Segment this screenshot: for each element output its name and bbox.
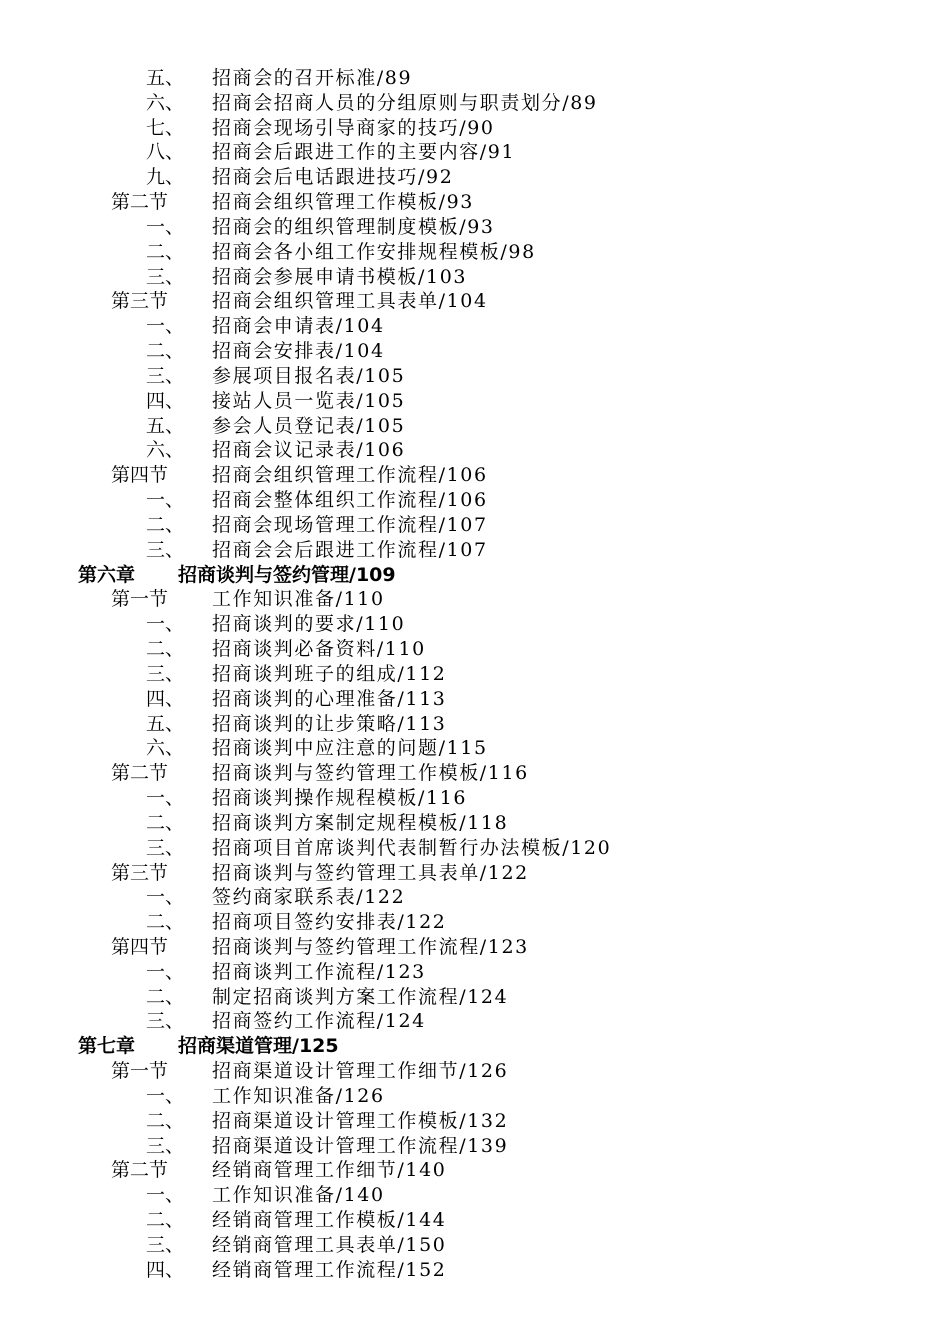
toc-entry-number: 八、 [146,141,185,164]
toc-section-entry [0,761,950,786]
toc-entry-title: 招商谈判与签约管理/109 [178,563,396,586]
toc-item-entry [0,314,950,339]
toc-entry-number: 第四节 [111,935,169,958]
toc-entry-number: 四、 [146,389,185,412]
toc-entry-title: 签约商家联系表/122 [212,886,406,909]
toc-item-entry [0,637,950,662]
toc-entry-number: 一、 [146,787,185,810]
toc-entry-number: 第三节 [111,861,169,884]
toc-entry-title: 招商谈判的让步策略/113 [212,712,447,735]
toc-item-entry [0,1109,950,1134]
toc-entry-number: 一、 [146,613,185,636]
toc-item-entry [0,1084,950,1109]
toc-item-entry [0,66,950,91]
toc-section-entry [0,935,950,960]
toc-entry-title: 招商会安排表/104 [212,340,385,363]
toc-item-entry [0,215,950,240]
toc-item-entry [0,687,950,712]
toc-item-entry [0,836,950,861]
toc-section-entry [0,1059,950,1084]
toc-section-entry [0,463,950,488]
toc-entry-number: 七、 [146,116,185,139]
toc-entry-number: 二、 [146,1109,185,1132]
toc-entry-number: 第一节 [111,588,169,611]
toc-entry-title: 工作知识准备/126 [212,1084,385,1107]
toc-entry-title: 招商会现场管理工作流程/107 [212,513,488,536]
toc-entry-title: 招商谈判与签约管理工具表单/122 [212,861,529,884]
toc-entry-number: 第二节 [111,762,169,785]
toc-entry-title: 招商谈判的要求/110 [212,613,406,636]
toc-item-entry [0,538,950,563]
toc-entry-number: 三、 [146,538,185,561]
toc-entry-title: 招商谈判方案制定规程模板/118 [212,811,509,834]
toc-entry-number: 一、 [146,215,185,238]
toc-entry-title: 招商谈判操作规程模板/116 [212,787,468,810]
toc-entry-number: 六、 [146,91,185,114]
toc-entry-number: 第一节 [111,1060,169,1083]
toc-entry-number: 三、 [146,1010,185,1033]
toc-entry-number: 二、 [146,638,185,661]
toc-entry-title: 招商谈判必备资料/110 [212,638,426,661]
toc-item-entry [0,339,950,364]
toc-entry-title: 招商签约工作流程/124 [212,1010,426,1033]
toc-item-entry [0,712,950,737]
toc-item-entry [0,1134,950,1159]
toc-entry-number: 二、 [146,340,185,363]
toc-item-entry [0,736,950,761]
toc-item-entry [0,265,950,290]
toc-entry-title: 招商会会后跟进工作流程/107 [212,538,488,561]
toc-entry-number: 第三节 [111,290,169,313]
toc-entry-number: 三、 [146,836,185,859]
toc-entry-number: 三、 [146,1134,185,1157]
toc-entry-number: 九、 [146,166,185,189]
toc-item-entry [0,985,950,1010]
toc-entry-title: 参会人员登记表/105 [212,414,406,437]
toc-item-entry [0,91,950,116]
toc-item-entry [0,811,950,836]
toc-entry-title: 招商会的组织管理制度模板/93 [212,215,495,238]
toc-entry-title: 工作知识准备/110 [212,588,385,611]
toc-entry-title: 招商会后电话跟进技巧/92 [212,166,454,189]
toc-entry-title: 招商会组织管理工作流程/106 [212,464,488,487]
toc-entry-number: 二、 [146,985,185,1008]
toc-item-entry [0,910,950,935]
toc-entry-number: 第二节 [111,191,169,214]
toc-item-entry [0,389,950,414]
toc-item-entry [0,1233,950,1258]
toc-item-entry [0,240,950,265]
toc-entry-number: 二、 [146,240,185,263]
toc-entry-title: 招商谈判与签约管理工作模板/116 [212,762,529,785]
toc-entry-title: 制定招商谈判方案工作流程/124 [212,985,509,1008]
toc-entry-number: 二、 [146,1209,185,1232]
toc-entry-title: 招商会议记录表/106 [212,439,406,462]
toc-item-entry [0,612,950,637]
toc-section-entry [0,1158,950,1183]
toc-entry-title: 招商项目首席谈判代表制暂行办法模板/120 [212,836,612,859]
toc-entry-title: 招商会招商人员的分组原则与职责划分/89 [212,91,598,114]
toc-entry-title: 招商谈判与签约管理工作流程/123 [212,935,529,958]
toc-entry-title: 招商会组织管理工具表单/104 [212,290,488,313]
toc-entry-title: 招商谈判的心理准备/113 [212,687,447,710]
toc-entry-title: 工作知识准备/140 [212,1184,385,1207]
toc-item-entry [0,513,950,538]
toc-item-entry [0,786,950,811]
toc-item-entry [0,488,950,513]
toc-entry-title: 招商谈判工作流程/123 [212,960,426,983]
toc-entry-number: 六、 [146,439,185,462]
toc-entry-title: 经销商管理工作细节/140 [212,1159,447,1182]
toc-chapter-entry [0,1034,950,1059]
toc-chapter-entry [0,563,950,588]
toc-entry-number: 一、 [146,489,185,512]
toc-entry-title: 招商谈判中应注意的问题/115 [212,737,488,760]
toc-entry-number: 第四节 [111,464,169,487]
toc-entry-number: 一、 [146,315,185,338]
toc-entry-number: 四、 [146,687,185,710]
toc-item-entry [0,140,950,165]
toc-entry-number: 五、 [146,414,185,437]
toc-entry-number: 三、 [146,1233,185,1256]
toc-entry-number: 第六章 [78,563,136,586]
toc-entry-title: 招商渠道设计管理工作模板/132 [212,1109,509,1132]
toc-entry-title: 招商会的召开标准/89 [212,67,413,89]
toc-entry-number: 三、 [146,364,185,387]
toc-entry-number: 一、 [146,1184,185,1207]
toc-entry-title: 招商渠道管理/125 [178,1035,339,1058]
toc-section-entry [0,289,950,314]
toc-entry-number: 四、 [146,1258,185,1281]
toc-entry-number: 五、 [146,67,185,89]
toc-item-entry [0,1183,950,1208]
toc-item-entry [0,116,950,141]
toc-entry-number: 二、 [146,911,185,934]
toc-item-entry [0,1258,950,1283]
toc-item-entry [0,165,950,190]
toc-entry-title: 经销商管理工作模板/144 [212,1209,447,1232]
toc-item-entry [0,438,950,463]
toc-item-entry [0,364,950,389]
toc-entry-title: 经销商管理工作流程/152 [212,1258,447,1281]
toc-entry-number: 五、 [146,712,185,735]
toc-entry-title: 招商会组织管理工作模板/93 [212,191,474,214]
toc-item-entry [0,960,950,985]
toc-entry-number: 第二节 [111,1159,169,1182]
toc-entry-title: 招商谈判班子的组成/112 [212,662,447,685]
toc-entry-title: 经销商管理工具表单/150 [212,1233,447,1256]
toc-entry-title: 招商项目签约安排表/122 [212,911,447,934]
toc-entry-number: 第七章 [78,1035,136,1058]
toc-entry-title: 招商会后跟进工作的主要内容/91 [212,141,516,164]
toc-entry-title: 招商会现场引导商家的技巧/90 [212,116,495,139]
toc-entry-number: 二、 [146,811,185,834]
toc-entry-number: 一、 [146,1084,185,1107]
toc-item-entry [0,1208,950,1233]
toc-entry-title: 招商会申请表/104 [212,315,385,338]
toc-section-entry [0,587,950,612]
toc-entry-title: 招商会各小组工作安排规程模板/98 [212,240,536,263]
toc-entry-title: 招商会整体组织工作流程/106 [212,489,488,512]
toc-entry-number: 三、 [146,662,185,685]
toc-entry-number: 三、 [146,265,185,288]
toc-item-entry [0,1009,950,1034]
toc-entry-number: 一、 [146,886,185,909]
toc-entry-number: 二、 [146,513,185,536]
toc-section-entry [0,190,950,215]
toc-item-entry [0,885,950,910]
toc-item-entry [0,414,950,439]
toc-entry-title: 招商会参展申请书模板/103 [212,265,468,288]
toc-entry-title: 接站人员一览表/105 [212,389,406,412]
table-of-contents [0,66,950,1283]
toc-entry-title: 招商渠道设计管理工作流程/139 [212,1134,509,1157]
toc-entry-number: 六、 [146,737,185,760]
toc-item-entry [0,662,950,687]
toc-entry-number: 一、 [146,960,185,983]
toc-entry-title: 参展项目报名表/105 [212,364,406,387]
toc-section-entry [0,861,950,886]
toc-entry-title: 招商渠道设计管理工作细节/126 [212,1060,509,1083]
